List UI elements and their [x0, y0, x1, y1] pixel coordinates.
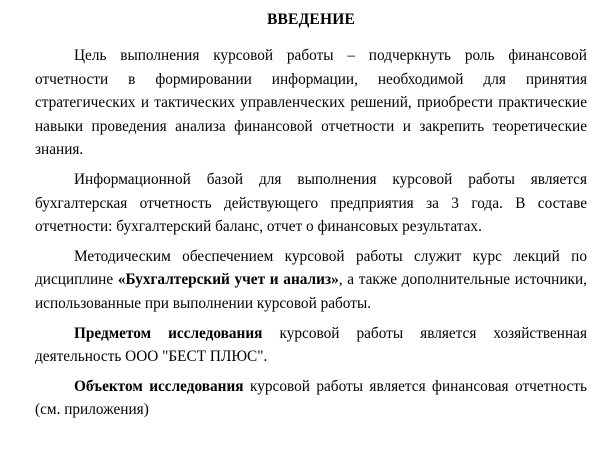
discipline-name: «Бухгалтерский учет и анализ» — [117, 271, 339, 289]
methodology-text-before: Методическим обеспечением курсовой работы служит курс лекций по дисциплине — [35, 247, 587, 289]
subject-text: курсовой работы является хозяйственная деятельность ООО "БЕСТ ПЛЮС". — [35, 324, 587, 366]
paragraph-info-base: Информационной базой для выполнения курсовой работы является бухгалтерская отчетность действующего предприятия за 3 года. В составе отчетности: бухгалтерский баланс, отчет о финансовых результатах. — [35, 170, 587, 236]
object-label: Объектом исследования — [74, 377, 244, 395]
document-page — [35, 0, 587, 428]
paragraph-methodology — [35, 245, 587, 316]
object-text: курсовой работы является финансовая отчетность (см. приложения) — [35, 377, 587, 419]
paragraph-subject — [35, 322, 587, 369]
paragraph-object — [35, 375, 587, 422]
paragraph-goal: Цель выполнения курсовой работы – подчеркнуть роль финансовой отчетности в формировании информации, необходимой для принятия стратегических и тактических управленческих решений, приобрести практические навыки проведения анализа финансовой отчетности и закрепить теоретические знания. — [35, 47, 587, 159]
document-title: ВВЕДЕНИЕ — [266, 11, 356, 28]
subject-label: Предметом исследования — [74, 324, 263, 342]
methodology-text-after: , а также дополнительные источники, использованные при выполнении курсовой работы. — [35, 271, 587, 312]
